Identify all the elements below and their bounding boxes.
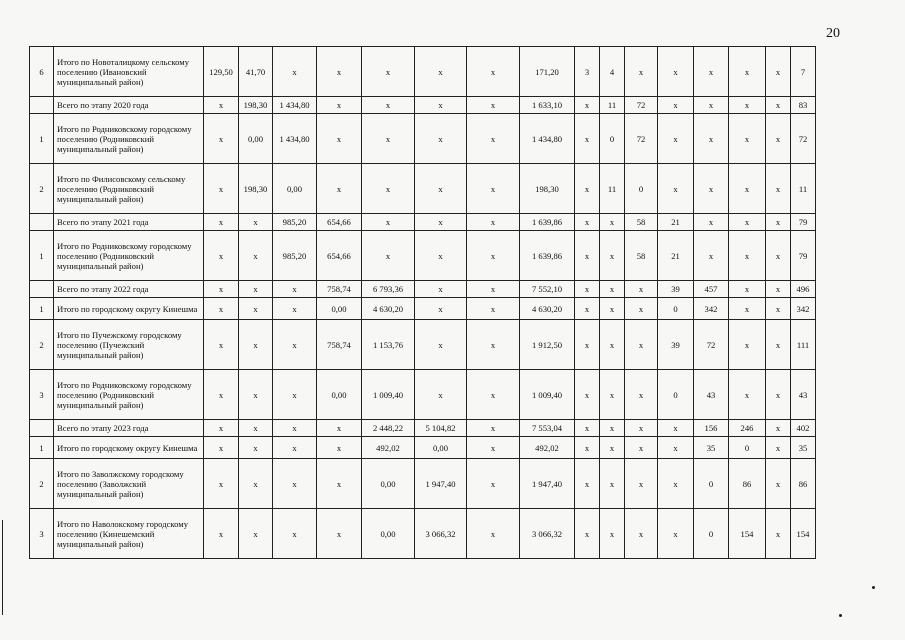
value-cell: x <box>273 437 317 459</box>
value-cell: x <box>575 420 600 437</box>
value-cell: x <box>600 459 625 509</box>
value-cell: 0,00 <box>317 298 362 320</box>
value-cell: 457 <box>694 281 729 298</box>
value-cell: 156 <box>694 420 729 437</box>
value-cell: 0 <box>658 298 694 320</box>
value-cell: x <box>600 298 625 320</box>
value-cell: 1 434,80 <box>273 97 317 114</box>
value-cell: x <box>729 231 766 281</box>
value-cell: x <box>766 214 791 231</box>
value-cell: x <box>625 298 658 320</box>
row-number <box>30 420 54 437</box>
value-cell: 1 633,10 <box>520 97 575 114</box>
value-cell: x <box>658 97 694 114</box>
value-cell: 758,74 <box>317 281 362 298</box>
value-cell: x <box>239 231 273 281</box>
value-cell: x <box>415 47 467 97</box>
value-cell: 1 912,50 <box>520 320 575 370</box>
value-cell: 496 <box>791 281 816 298</box>
value-cell: 0,00 <box>362 459 415 509</box>
value-cell: x <box>317 114 362 164</box>
value-cell: 7 552,10 <box>520 281 575 298</box>
value-cell: x <box>467 281 520 298</box>
value-cell: x <box>766 459 791 509</box>
value-cell: x <box>273 509 317 559</box>
row-number: 3 <box>30 370 54 420</box>
value-cell: x <box>273 420 317 437</box>
value-cell: 0,00 <box>362 509 415 559</box>
report-table <box>29 46 816 559</box>
value-cell: 0 <box>600 114 625 164</box>
value-cell: 58 <box>625 214 658 231</box>
value-cell: 198,30 <box>520 164 575 214</box>
value-cell: x <box>239 459 273 509</box>
value-cell: 0 <box>625 164 658 214</box>
value-cell: 1 153,76 <box>362 320 415 370</box>
row-number: 2 <box>30 459 54 509</box>
scan-speck <box>872 586 875 589</box>
value-cell: x <box>575 114 600 164</box>
value-cell: x <box>729 47 766 97</box>
row-name: Итого по Родниковскому городскому поселению (Родниковский муниципальный район) <box>54 370 204 420</box>
value-cell: 4 <box>600 47 625 97</box>
table-row <box>30 437 816 459</box>
value-cell: 43 <box>694 370 729 420</box>
value-cell: x <box>600 437 625 459</box>
value-cell: x <box>575 509 600 559</box>
value-cell: x <box>239 509 273 559</box>
value-cell: x <box>658 164 694 214</box>
value-cell: 171,20 <box>520 47 575 97</box>
row-number: 2 <box>30 164 54 214</box>
value-cell: x <box>625 370 658 420</box>
value-cell: 654,66 <box>317 231 362 281</box>
value-cell: x <box>204 231 239 281</box>
row-name: Итого по Заволжскому городскому поселению (Заволжский муниципальный район) <box>54 459 204 509</box>
value-cell: 492,02 <box>362 437 415 459</box>
value-cell: x <box>766 437 791 459</box>
value-cell: x <box>204 97 239 114</box>
value-cell: 1 434,80 <box>520 114 575 164</box>
value-cell: x <box>600 370 625 420</box>
value-cell: x <box>239 420 273 437</box>
value-cell: x <box>575 97 600 114</box>
value-cell: x <box>273 459 317 509</box>
row-number <box>30 97 54 114</box>
row-number: 3 <box>30 509 54 559</box>
value-cell: x <box>204 509 239 559</box>
value-cell: 83 <box>791 97 816 114</box>
value-cell: 1 639,86 <box>520 214 575 231</box>
value-cell: x <box>575 214 600 231</box>
value-cell: 7 <box>791 47 816 97</box>
value-cell: x <box>729 298 766 320</box>
value-cell: x <box>415 370 467 420</box>
value-cell: x <box>766 281 791 298</box>
value-cell: 79 <box>791 231 816 281</box>
page-number: 20 <box>826 26 840 41</box>
table-row <box>30 164 816 214</box>
value-cell: x <box>658 47 694 97</box>
value-cell: 5 104,82 <box>415 420 467 437</box>
value-cell: x <box>467 298 520 320</box>
value-cell: x <box>766 509 791 559</box>
value-cell: x <box>625 281 658 298</box>
value-cell: x <box>600 231 625 281</box>
value-cell: 154 <box>791 509 816 559</box>
value-cell: x <box>467 164 520 214</box>
value-cell: 39 <box>658 281 694 298</box>
value-cell: x <box>467 320 520 370</box>
value-cell: 342 <box>791 298 816 320</box>
value-cell: 11 <box>791 164 816 214</box>
row-name: Всего по этапу 2020 года <box>54 97 204 114</box>
value-cell: x <box>239 437 273 459</box>
value-cell: x <box>204 370 239 420</box>
value-cell: x <box>729 320 766 370</box>
value-cell: x <box>766 298 791 320</box>
value-cell: x <box>317 420 362 437</box>
value-cell: x <box>600 214 625 231</box>
value-cell: x <box>317 509 362 559</box>
value-cell: 758,74 <box>317 320 362 370</box>
value-cell: x <box>362 164 415 214</box>
value-cell: 86 <box>729 459 766 509</box>
value-cell: 3 066,32 <box>520 509 575 559</box>
table-row <box>30 459 816 509</box>
value-cell: x <box>273 298 317 320</box>
value-cell: x <box>239 281 273 298</box>
value-cell: x <box>766 164 791 214</box>
value-cell: x <box>625 320 658 370</box>
value-cell: 35 <box>791 437 816 459</box>
value-cell: 1 947,40 <box>415 459 467 509</box>
value-cell: x <box>625 509 658 559</box>
value-cell: 6 793,36 <box>362 281 415 298</box>
value-cell: 3 <box>575 47 600 97</box>
value-cell: x <box>658 420 694 437</box>
value-cell: 342 <box>694 298 729 320</box>
row-name: Итого по городскому округу Кинешма <box>54 437 204 459</box>
value-cell: x <box>273 370 317 420</box>
table-row <box>30 509 816 559</box>
row-name: Всего по этапу 2022 года <box>54 281 204 298</box>
value-cell: 11 <box>600 97 625 114</box>
table-total-row <box>30 281 816 298</box>
value-cell: x <box>239 298 273 320</box>
value-cell: 0 <box>729 437 766 459</box>
value-cell: 154 <box>729 509 766 559</box>
value-cell: 39 <box>658 320 694 370</box>
value-cell: x <box>362 97 415 114</box>
value-cell: 43 <box>791 370 816 420</box>
value-cell: 0 <box>658 370 694 420</box>
value-cell: x <box>239 214 273 231</box>
value-cell: 0,00 <box>317 370 362 420</box>
row-name: Итого по городскому округу Кинешма <box>54 298 204 320</box>
value-cell: x <box>766 47 791 97</box>
value-cell: 72 <box>625 97 658 114</box>
value-cell: 1 947,40 <box>520 459 575 509</box>
value-cell: 1 639,86 <box>520 231 575 281</box>
table-row <box>30 320 816 370</box>
value-cell: 0,00 <box>239 114 273 164</box>
value-cell: 4 630,20 <box>520 298 575 320</box>
value-cell: x <box>467 47 520 97</box>
value-cell: x <box>729 370 766 420</box>
value-cell: 198,30 <box>239 97 273 114</box>
value-cell: x <box>467 509 520 559</box>
value-cell: x <box>658 459 694 509</box>
value-cell: 72 <box>791 114 816 164</box>
value-cell: 1 434,80 <box>273 114 317 164</box>
row-name: Итого по Наволокскому городскому поселению (Кинешемский муниципальный район) <box>54 509 204 559</box>
value-cell: x <box>204 459 239 509</box>
value-cell: x <box>729 114 766 164</box>
table-row <box>30 298 816 320</box>
row-name: Итого по Филисовскому сельскому поселению (Родниковский муниципальный район) <box>54 164 204 214</box>
scan-edge-mark <box>2 520 3 615</box>
value-cell: x <box>766 114 791 164</box>
value-cell: 985,20 <box>273 214 317 231</box>
value-cell: x <box>729 97 766 114</box>
value-cell: x <box>273 47 317 97</box>
value-cell: 1 009,40 <box>520 370 575 420</box>
table-total-row <box>30 214 816 231</box>
value-cell: x <box>575 320 600 370</box>
value-cell: x <box>766 370 791 420</box>
value-cell: 0 <box>694 509 729 559</box>
value-cell: x <box>204 420 239 437</box>
row-number: 1 <box>30 114 54 164</box>
value-cell: x <box>415 164 467 214</box>
value-cell: x <box>766 320 791 370</box>
value-cell: x <box>766 97 791 114</box>
value-cell: x <box>467 231 520 281</box>
value-cell: x <box>694 214 729 231</box>
value-cell: x <box>415 320 467 370</box>
value-cell: x <box>694 164 729 214</box>
value-cell: 492,02 <box>520 437 575 459</box>
value-cell: x <box>729 164 766 214</box>
value-cell: x <box>415 298 467 320</box>
value-cell: 0 <box>694 459 729 509</box>
value-cell: x <box>467 97 520 114</box>
value-cell: 129,50 <box>204 47 239 97</box>
value-cell: 402 <box>791 420 816 437</box>
value-cell: x <box>239 370 273 420</box>
row-number: 1 <box>30 298 54 320</box>
table-row <box>30 231 816 281</box>
value-cell: 21 <box>658 231 694 281</box>
value-cell: x <box>362 114 415 164</box>
row-number <box>30 281 54 298</box>
value-cell: x <box>575 298 600 320</box>
value-cell: x <box>694 47 729 97</box>
value-cell: 11 <box>600 164 625 214</box>
value-cell: x <box>729 281 766 298</box>
value-cell: 198,30 <box>239 164 273 214</box>
value-cell: 58 <box>625 231 658 281</box>
value-cell: 0,00 <box>273 164 317 214</box>
value-cell: 246 <box>729 420 766 437</box>
value-cell: x <box>575 231 600 281</box>
value-cell: x <box>575 164 600 214</box>
scan-speck <box>839 614 842 617</box>
value-cell: x <box>600 420 625 437</box>
value-cell: x <box>467 370 520 420</box>
value-cell: x <box>317 97 362 114</box>
value-cell: x <box>575 459 600 509</box>
value-cell: x <box>658 509 694 559</box>
value-cell: x <box>317 47 362 97</box>
value-cell: x <box>467 420 520 437</box>
value-cell: x <box>362 47 415 97</box>
table-total-row <box>30 97 816 114</box>
value-cell: x <box>317 164 362 214</box>
value-cell: 4 630,20 <box>362 298 415 320</box>
value-cell: x <box>694 114 729 164</box>
value-cell: x <box>204 298 239 320</box>
value-cell: 0,00 <box>415 437 467 459</box>
row-name: Всего по этапу 2023 года <box>54 420 204 437</box>
value-cell: 79 <box>791 214 816 231</box>
value-cell: x <box>415 281 467 298</box>
row-name: Итого по Новоталицкому сельскому поселению (Ивановский муниципальный район) <box>54 47 204 97</box>
value-cell: x <box>467 437 520 459</box>
value-cell: x <box>317 459 362 509</box>
value-cell: x <box>362 231 415 281</box>
value-cell: x <box>625 459 658 509</box>
value-cell: 7 553,04 <box>520 420 575 437</box>
value-cell: x <box>415 214 467 231</box>
value-cell: x <box>204 437 239 459</box>
value-cell: 86 <box>791 459 816 509</box>
value-cell: x <box>204 164 239 214</box>
value-cell: x <box>600 509 625 559</box>
table-row <box>30 47 816 97</box>
value-cell: x <box>467 114 520 164</box>
row-number: 1 <box>30 231 54 281</box>
table-row <box>30 114 816 164</box>
row-name: Итого по Родниковскому городскому поселению (Родниковский муниципальный район) <box>54 231 204 281</box>
value-cell: 72 <box>694 320 729 370</box>
value-cell: 72 <box>625 114 658 164</box>
value-cell: x <box>694 231 729 281</box>
row-name: Итого по Родниковскому городскому поселению (Родниковский муниципальный район) <box>54 114 204 164</box>
value-cell: x <box>600 320 625 370</box>
table-row <box>30 370 816 420</box>
value-cell: x <box>204 281 239 298</box>
value-cell: x <box>729 214 766 231</box>
value-cell: x <box>600 281 625 298</box>
value-cell: x <box>467 214 520 231</box>
value-cell: 35 <box>694 437 729 459</box>
value-cell: x <box>273 281 317 298</box>
row-number: 2 <box>30 320 54 370</box>
value-cell: x <box>415 97 467 114</box>
value-cell: 2 448,22 <box>362 420 415 437</box>
row-name: Всего по этапу 2021 года <box>54 214 204 231</box>
value-cell: x <box>575 370 600 420</box>
value-cell: 111 <box>791 320 816 370</box>
value-cell: x <box>415 231 467 281</box>
row-number: 1 <box>30 437 54 459</box>
value-cell: x <box>204 114 239 164</box>
table-total-row <box>30 420 816 437</box>
value-cell: 21 <box>658 214 694 231</box>
row-number: 6 <box>30 47 54 97</box>
row-name: Итого по Пучежскому городскому поселению (Пучежский муниципальный район) <box>54 320 204 370</box>
value-cell: 985,20 <box>273 231 317 281</box>
value-cell: 41,70 <box>239 47 273 97</box>
value-cell: x <box>694 97 729 114</box>
value-cell: x <box>575 281 600 298</box>
value-cell: x <box>204 214 239 231</box>
value-cell: x <box>415 114 467 164</box>
value-cell: x <box>317 437 362 459</box>
value-cell: x <box>273 320 317 370</box>
value-cell: x <box>204 320 239 370</box>
value-cell: x <box>625 420 658 437</box>
value-cell: 654,66 <box>317 214 362 231</box>
value-cell: 1 009,40 <box>362 370 415 420</box>
value-cell: x <box>239 320 273 370</box>
value-cell: x <box>467 459 520 509</box>
value-cell: x <box>766 231 791 281</box>
value-cell: x <box>625 47 658 97</box>
value-cell: x <box>658 437 694 459</box>
value-cell: x <box>575 437 600 459</box>
row-number <box>30 214 54 231</box>
value-cell: x <box>625 437 658 459</box>
value-cell: x <box>362 214 415 231</box>
value-cell: x <box>766 420 791 437</box>
value-cell: 3 066,32 <box>415 509 467 559</box>
value-cell: x <box>658 114 694 164</box>
